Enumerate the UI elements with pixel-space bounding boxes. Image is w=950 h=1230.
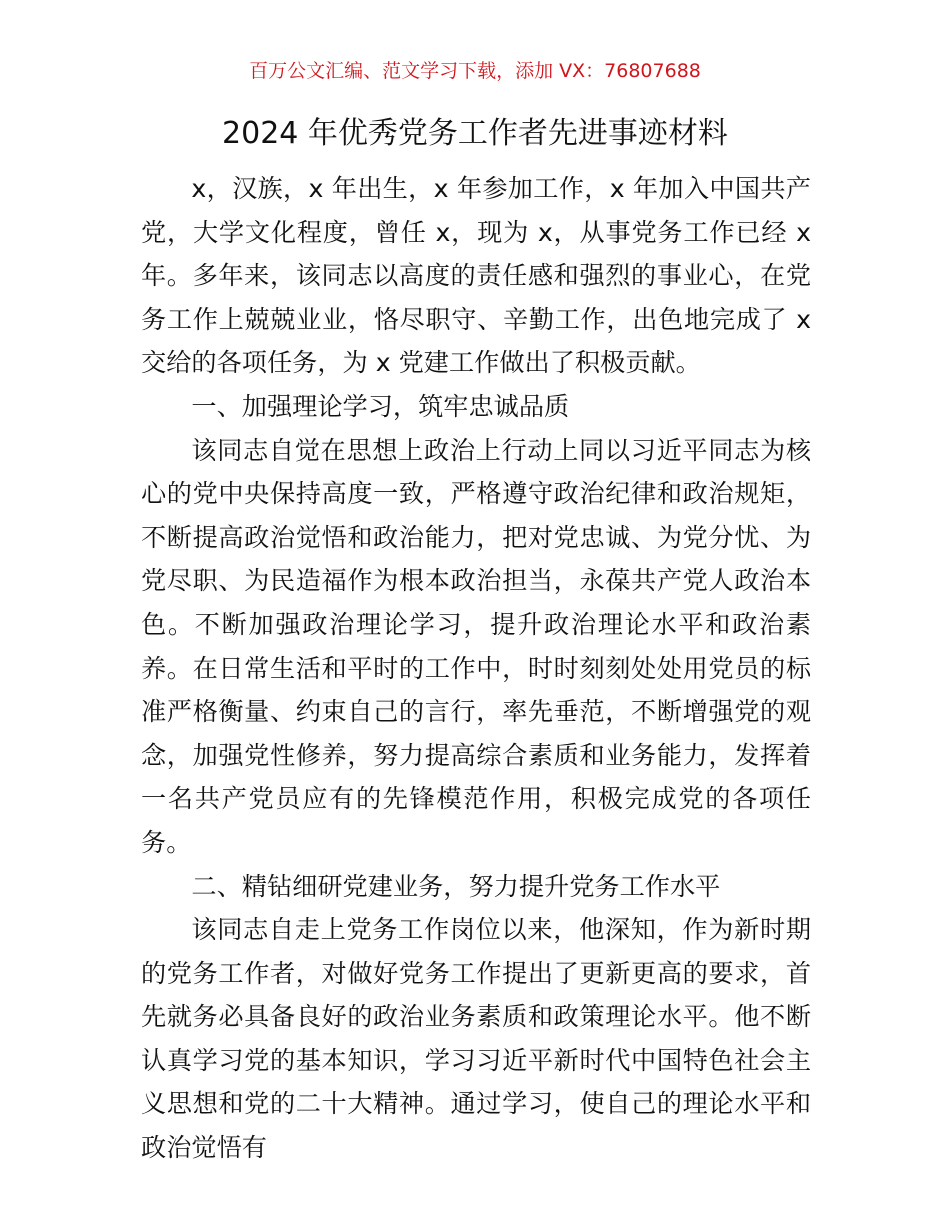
section-1-paragraph: 该同志自觉在思想上政治上行动上同以习近平同志为核心的党中央保持高度一致，严格遵守政治纪律和政治规矩，不断提高政治觉悟和政治能力，把对党忠诚、为党分忧、为党尽职、为民造福作为根本政治担当，永葆共产党人政治本色。不断加强政治理论学习，提升政治理论水平和政治素养。在日常生活和平时的工作中，时时刻刻处处用党员的标准严格衡量、约束自己的言行，率先垂范，不断增强党的观念，加强党性修养，努力提高综合素质和业务能力，发挥着一名共产党员应有的先锋模范作用，积极完成党的各项任务。 [141,435,811,857]
section-2-paragraph: 该同志自走上党务工作岗位以来，他深知，作为新时期的党务工作者，对做好党务工作提出了更新更高的要求，首先就务必具备良好的政治业务素质和政策理论水平。他不断认真学习党的基本知识，学习习近平新时代中国特色社会主义思想和党的二十大精神。通过学习，使自己的理论水平和政治觉悟有 [141,915,811,1163]
section-heading-1: 一、加强理论学习，筑牢忠诚品质 [191,391,570,421]
document-title: 2024 年优秀党务工作者先进事迹材料 [222,116,728,151]
intro-paragraph: x，汉族，x 年出生，x 年参加工作，x 年加入中国共产党，大学文化程度，曾任 x，现为 x，从事党务工作已经 x 年。多年来，该同志以高度的责任感和强烈的事业心，在党务工作上兢兢业业，恪尽职守、辛勤工作，出色地完成了 x 交给的各项任务，为 x 党建工作做出了积极贡献。 [141,174,811,378]
section-heading-2: 二、精钻细研党建业务，努力提升党务工作水平 [191,871,721,901]
header-note: 百万公文汇编、范文学习下载，添加 VX：76807688 [249,60,701,82]
document-body [141,167,811,1170]
